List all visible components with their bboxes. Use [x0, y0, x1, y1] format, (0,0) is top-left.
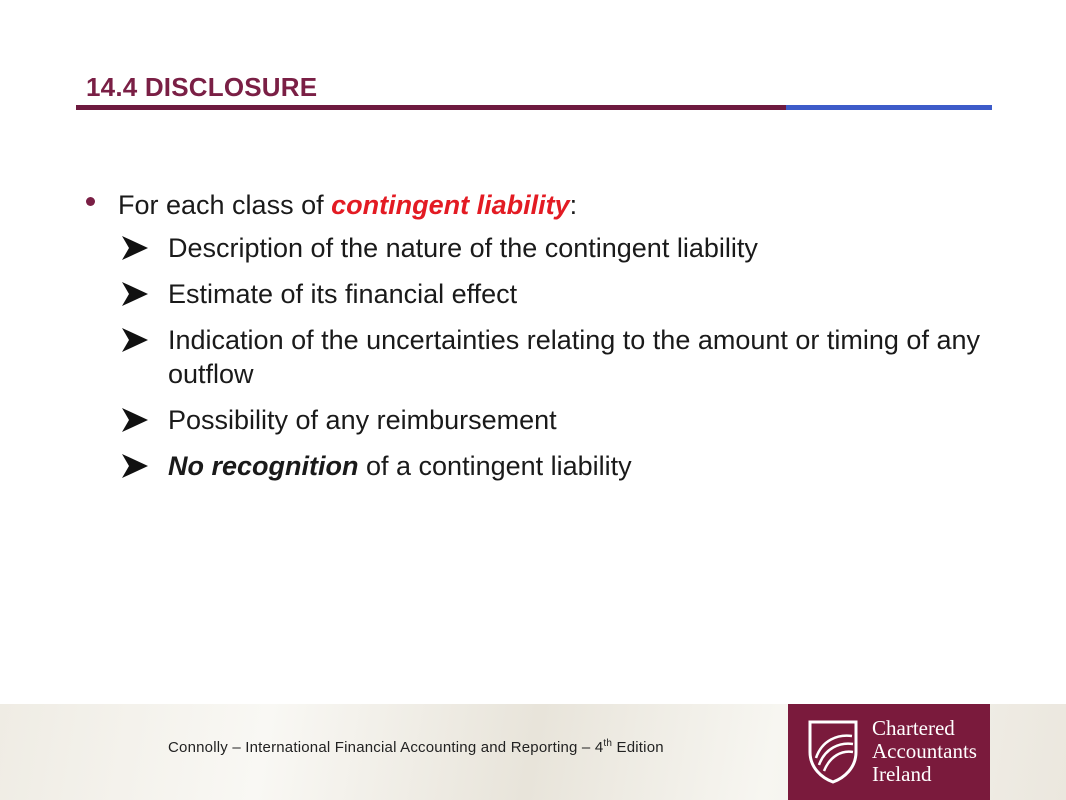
footer-citation [168, 738, 664, 756]
shield-icon [806, 718, 860, 784]
main-bullet-point [86, 185, 986, 225]
chartered-accountants-logo [788, 704, 990, 800]
sub-point-text: Indication of the uncertainties relating to the amount or timing of any outflow [168, 325, 980, 389]
sub-point-text: Estimate of its financial effect [168, 279, 518, 309]
arrow-bullet-icon [120, 234, 150, 262]
sub-point [86, 449, 986, 483]
sub-point-list [86, 231, 986, 483]
footer-citation-sup: th [603, 738, 613, 749]
slide-title: 14.4 DISCLOSURE [86, 72, 318, 102]
slide-content [86, 185, 986, 495]
title-rule-maroon [76, 105, 786, 110]
logo-line: Ireland [872, 762, 932, 786]
logo-line: Accountants [872, 739, 977, 763]
logo-wordmark [872, 717, 977, 786]
main-point-prefix: For each class of [118, 190, 332, 220]
arrow-bullet-icon [120, 452, 150, 480]
arrow-bullet-icon [120, 406, 150, 434]
sub-point-text: of a contingent liability [358, 451, 632, 481]
arrow-bullet-icon [120, 326, 150, 354]
main-point-suffix: : [569, 190, 578, 220]
sub-point [86, 277, 986, 311]
bullet-dot-icon [86, 197, 95, 206]
logo-line: Chartered [872, 716, 955, 740]
sub-point-text: Description of the nature of the contingent liability [168, 233, 758, 263]
sub-point [86, 403, 986, 437]
footer-citation-end: Edition [612, 739, 664, 756]
footer-citation-main: Connolly – International Financial Accounting and Reporting – 4 [168, 739, 604, 756]
sub-point-text: Possibility of any reimbursement [168, 405, 557, 435]
sub-point [86, 323, 986, 391]
arrow-bullet-icon [120, 280, 150, 308]
main-point-highlight: contingent liability [331, 190, 570, 220]
title-rule-blue [786, 105, 992, 110]
sub-point-emphasis: No recognition [168, 451, 359, 481]
sub-point [86, 231, 986, 265]
